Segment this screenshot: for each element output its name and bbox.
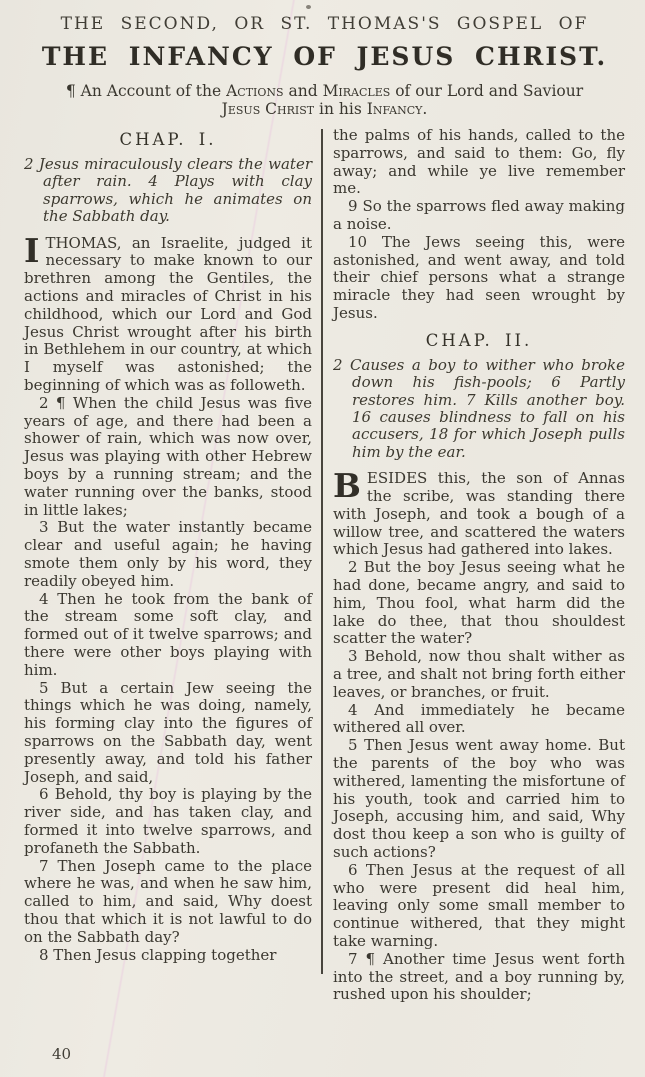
two-column-layout	[24, 127, 625, 1004]
paragraph-verse: 2 But the boy Jesus seeing what he had done, became angry, and said to him, Thou fool, what harm did the lake do thee, that thou shouldest scatter the water?	[333, 558, 625, 648]
subtitle-smallcaps: Jesus Christ	[221, 99, 315, 118]
paragraph-verse: 10 The Jews seeing this, were astonished, and went away, and told their chief persons what a strange miracle they had seen wrought by Jesus.	[333, 232, 625, 322]
paragraph-continuation: the palms of his hands, called to the sparrows, and said to them: Go, fly away; and while ye live remember me.	[333, 126, 625, 198]
paragraph-verse: 4 Then he took from the bank of the stream some soft clay, and formed out of it twelve sparrows; and there were other boys playing with him.	[24, 589, 312, 679]
paragraph-verse: 7 Then Joseph came to the place where he was, and when he saw him, called to him, and said, Why doest thou that which it is not lawful to do on the Sabbath day?	[24, 856, 312, 946]
chapter-2-summary: 2 Causes a boy to wither who broke down his fish-pools; 6 Partly restores him. 7 Kills another boy. 16 causes blindness to fall on his accusers, 18 for which Joseph pulls him by the ear.	[333, 355, 625, 461]
subtitle-text: in his	[314, 99, 367, 118]
paragraph-verse: 3 Behold, now thou shalt wither as a tree, and shalt not bring forth either leaves, or branches, or fruit.	[333, 647, 625, 701]
scan-artifact-dot	[306, 5, 311, 9]
dropcap-letter: I	[24, 230, 40, 270]
paragraph-verse: 6 Then Jesus at the request of all who were present did heal him, leaving only some small member to continue withered, that they might take warning.	[333, 860, 625, 950]
paragraph-verse: 4 And immediately he became withered all over.	[333, 700, 625, 737]
chapter-1-summary: 2 Jesus miraculously clears the water after rain. 4 Plays with clay sparrows, which he animates on the Sabbath day.	[24, 155, 312, 226]
subtitle-line-2	[24, 101, 625, 119]
subtitle-text: of our Lord and Saviour	[390, 82, 584, 100]
subtitle-text: and	[283, 82, 323, 100]
paragraph-verse: 7 ¶ Another time Jesus went forth into the street, and a boy running by, rushed upon his shoulder;	[333, 949, 625, 1004]
paragraph-verse: 9 So the sparrows fled away making a noise.	[333, 197, 625, 233]
paragraph-verse	[333, 466, 625, 559]
chapter-1-heading: CHAP. I.	[119, 130, 217, 149]
subtitle-line-1	[24, 83, 625, 101]
subtitle-smallcaps: Actions	[226, 82, 284, 100]
chapter-subtitle	[24, 83, 625, 118]
right-column	[333, 127, 625, 1004]
column-divider-rule	[321, 129, 323, 974]
page-number: 40	[52, 1045, 72, 1063]
paragraph-verse: 2 ¶ When the child Jesus was five years of age, and there had been a shower of rain, which was now over, Jesus was playing with other Hebrew boys by a running stream; and the water running over the banks, stood in little lakes;	[24, 393, 312, 519]
series-title: THE SECOND, OR ST. THOMAS'S GOSPEL OF	[60, 14, 589, 34]
subtitle-text: ¶ An Account of the	[65, 82, 227, 100]
paragraph-text: THOMAS, an Israelite, judged it necessary to make known to our brethren among the Gentiles, the actions and miracles of Christ in his childhood, which our Lord and God Jesus Christ wrought after his birth in Bethlehem in our country, at which I myself was astonished; the beginning of which was as followeth.	[24, 233, 312, 394]
subtitle-text: .	[422, 99, 428, 118]
paragraph-verse: 5 Then Jesus went away home. But the parents of the boy who was withered, lamenting the misfortune of his youth, took and carried him to Joseph, accusing him, and said, Why dost thou keep a son who is guilty of such actions?	[333, 736, 625, 861]
dropcap-letter: B	[333, 466, 361, 506]
subtitle-smallcaps: Miracles	[322, 82, 391, 100]
paragraph-text: ESIDES this, the son of Annas the scribe, was standing there with Joseph, and took a bough of a willow tree, and scattered the waters which Jesus had gathered into lakes.	[333, 469, 625, 559]
paragraph-verse	[24, 230, 312, 395]
paragraph-verse: 6 Behold, thy boy is playing by the river side, and has taken clay, and formed it into twelve sparrows, and profaneth the Sabbath.	[24, 785, 312, 857]
paragraph-verse: 5 But a certain Jew seeing the things which he was doing, namely, his forming clay into the figures of sparrows on the Sabbath day, went presently away, and told his father Joseph, and said,	[24, 678, 312, 786]
chapter-2-heading: CHAP. II.	[425, 330, 533, 350]
page-title: THE INFANCY OF JESUS CHRIST.	[41, 42, 608, 71]
left-column	[24, 127, 312, 1004]
paragraph-verse: 3 But the water instantly became clear and useful again; he having smote them only by his word, they readily obeyed him.	[24, 518, 312, 590]
subtitle-smallcaps: Infancy	[366, 99, 423, 118]
paragraph-verse: 8 Then Jesus clapping together	[39, 945, 277, 964]
